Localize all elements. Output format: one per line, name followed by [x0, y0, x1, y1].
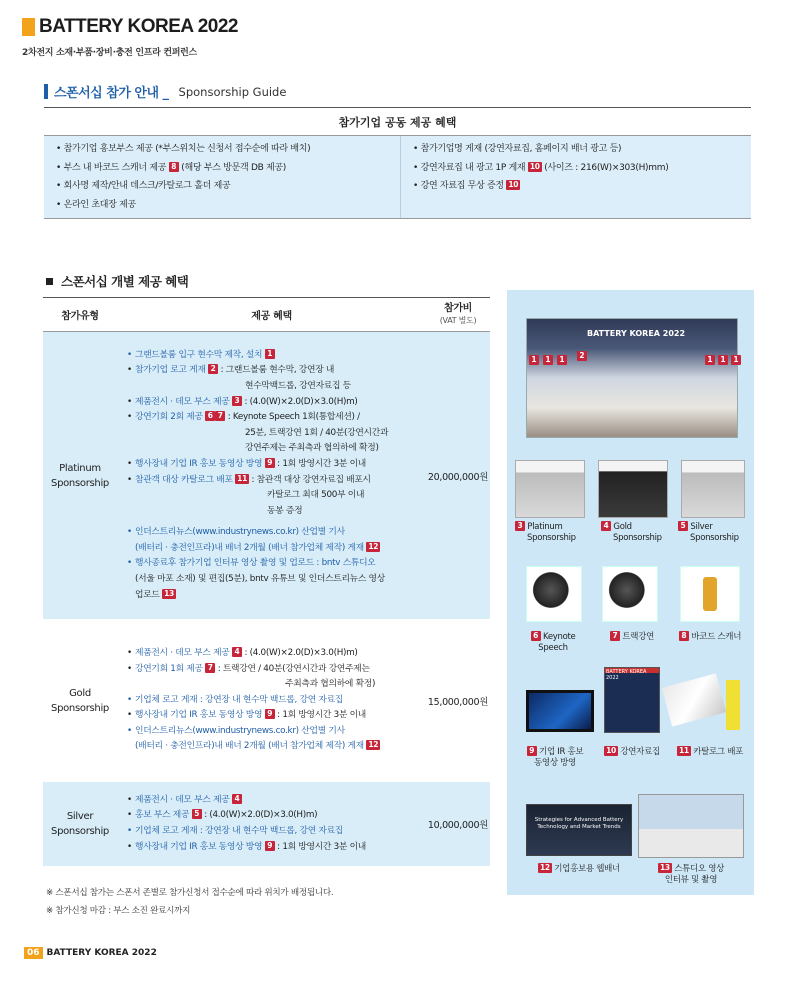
fee-gold: 15,000,000원	[426, 620, 490, 782]
page-number: 06	[24, 947, 43, 959]
col-type: 참가유형	[43, 298, 117, 332]
battery-logo-icon	[22, 18, 35, 36]
square-bullet-icon	[46, 278, 53, 285]
individual-benefits-title: 스폰서십 개별 제공 혜택	[46, 272, 188, 290]
benefits-silver: • 제품전시 · 데모 부스 제공 4 • 홍보 부스 제공 5 : (4.0(W)×2.0(D)×3.0(H)m) • 기업체 로고 게재 : 강연장 내 현수막 백드롭, 강연 자료집 • 행사장내 기업 IR 홍보 동영상 방영 9 : 1회 방영시간 3분 이내	[117, 782, 426, 867]
type-platinum: Platinum Sponsorship	[43, 332, 117, 620]
note-1: ※ 스폰서십 참가는 스폰서 존별로 참가신청서 접수순에 따라 위치가 배정됩니다.	[46, 888, 334, 898]
table-row-gold	[43, 620, 490, 782]
list-item: • 강연자료집 내 광고 1P 게재 10 (사이즈 : 216(W)×303(H)mm)	[413, 161, 669, 173]
logo-subtitle: 2차전지 소재·부품·장비·충전 인프라 컨퍼런스	[22, 48, 197, 58]
track-mic-image	[602, 566, 658, 622]
type-gold: Gold Sponsorship	[43, 620, 117, 782]
booth-platinum-image	[515, 460, 585, 518]
benefits-gold: • 제품전시 · 데모 부스 제공 4 : (4.0(W)×2.0(D)×3.0(H)m) • 강연기회 1회 제공 7 : 트랙강연 / 40분(강연시간과 강연주제는 주최측과 협의하에 확정) • 기업체 로고 게재 : 강연장 내 현수막 백드롭, 강연 자료집 • 행사장내 기업 IR 홍보 동영상 방영 9 : 1회 방영시간 3분 이내 • 인더스트리뉴스(www.industrynews.co.kr) 산업별 기사 (배터리 · 충전인프라)내 배너 2개월 (배너 참가업체 제작) 게재 12	[117, 620, 426, 782]
fee-platinum: 20,000,000원	[426, 332, 490, 620]
section-title-ko: 스폰서십 참가 안내 _	[54, 86, 169, 101]
caption-platinum: 3 Platinum Sponsorship	[515, 521, 585, 544]
list-item: • 참가기업명 게재 (강연자료집, 홈페이지 배너 광고 등)	[413, 144, 622, 154]
web-banner-image: Strategies for Advanced Battery Technology and Market Trends	[526, 804, 632, 856]
common-benefits-heading: 참가기업 공동 제공 혜택	[44, 108, 751, 136]
barcode-scanner-image	[680, 566, 740, 622]
list-item: • 강연 자료집 무상 증정 10	[413, 180, 519, 191]
list-item: • 부스 내 바코드 스캐너 제공 8 (해당 부스 방문객 DB 제공)	[56, 161, 287, 173]
booth-gold-image	[598, 460, 668, 518]
catalog-image	[666, 680, 746, 740]
list-item: • 참가기업 홍보부스 제공 (*부스위치는 신청서 접수순에 따라 배치)	[56, 144, 311, 154]
common-benefits-left	[44, 136, 401, 218]
venue-photo: BATTERY KOREA 2022 1 1 1 2 1 1 1	[526, 318, 738, 438]
list-item: • 온라인 초대장 제공	[56, 199, 136, 210]
page-footer	[24, 947, 157, 959]
list-item: • 회사명 제작/안내 데스크/카탈로그 홀더 제공	[56, 181, 231, 191]
caption-ir-video: 9 기업 IR 홍보 동영상 방영	[520, 746, 590, 769]
caption-barcode: 8 바코드 스캐너	[671, 631, 749, 643]
caption-silver: 5 Silver Sponsorship	[678, 521, 748, 544]
caption-track: 7 트랙강연	[602, 631, 662, 643]
caption-web-banner: 12 기업홍보용 웹배너	[540, 863, 620, 874]
booth-silver-image	[681, 460, 745, 518]
section-title-en: Sponsorship Guide	[178, 84, 287, 99]
type-silver: Silver Sponsorship	[43, 782, 117, 867]
caption-gold: 4 Gold Sponsorship	[601, 521, 671, 544]
fee-silver: 10,000,000원	[426, 782, 490, 867]
keynote-mic-image	[526, 566, 582, 622]
col-benefit: 제공 혜택	[117, 298, 426, 332]
logo-text: BATTERY KOREA 2022	[39, 16, 238, 37]
note-2: ※ 참가신청 마감 : 부스 소진 완료시까지	[46, 906, 191, 916]
sponsorship-table	[43, 297, 490, 867]
section-bar	[44, 84, 48, 99]
section-title	[44, 82, 286, 101]
caption-catalog: 11 카탈로그 배포	[678, 746, 744, 757]
benefits-platinum: • 그랜드볼룸 입구 현수막 제작, 설치 1 • 참가기업 로고 게재 2 : 그랜드볼룸 현수막, 강연장 내 현수막백드롭, 강연자료집 등 • 제품전시 · 데모 부스 제공 3 : (4.0(W)×2.0(D)×3.0(H)m) • 강연기회 2회 제공 6 7 : Keynote Speech 1회(통합세션) / 25분, 트랙강연 1회 / 40분(강연시간과 강연주제는 주최측과 협의하에 확정) • 행사장내 기업 IR 홍보 동영상 방영 9 : 1회 방영시간 3분 이내 • 참관객 대상 카탈로그 배포 11 : 참관객 대상 강연자료집 배포시 카탈로그 최대 500부 이내 동봉 증정 • 인더스트리뉴스(www.industrynews.co.kr) 산업별 기사 (배터리 · 충전인프라)내 배너 2개월 (배너 참가업체 제작) 게재 12 • 행사종료후 참가기업 인터뷰 영상 촬영 및 업로드 : bntv 스튜디오 (서울 마포 소재) 및 편집(5분), bntv 유튜브 및 인더스트리뉴스 영상 업로드 13	[117, 332, 426, 620]
caption-proceedings: 10 강연자료집	[606, 746, 660, 757]
common-benefits-table	[44, 107, 751, 219]
caption-studio: 13 스튜디오 영상 인터뷰 및 촬영	[659, 863, 725, 885]
footer-title: BATTERY KOREA 2022	[46, 948, 157, 958]
table-row-platinum	[43, 332, 490, 620]
table-row-silver	[43, 782, 490, 867]
proceedings-book-image: BATTERY KOREA 2022	[604, 667, 660, 733]
common-benefits-right	[401, 136, 751, 218]
logo	[22, 16, 238, 38]
monitor-image	[526, 690, 594, 732]
col-fee: 참가비 (VAT 별도)	[426, 298, 490, 332]
caption-keynote: 6 Keynote Speech	[520, 631, 586, 654]
studio-image	[638, 794, 744, 858]
